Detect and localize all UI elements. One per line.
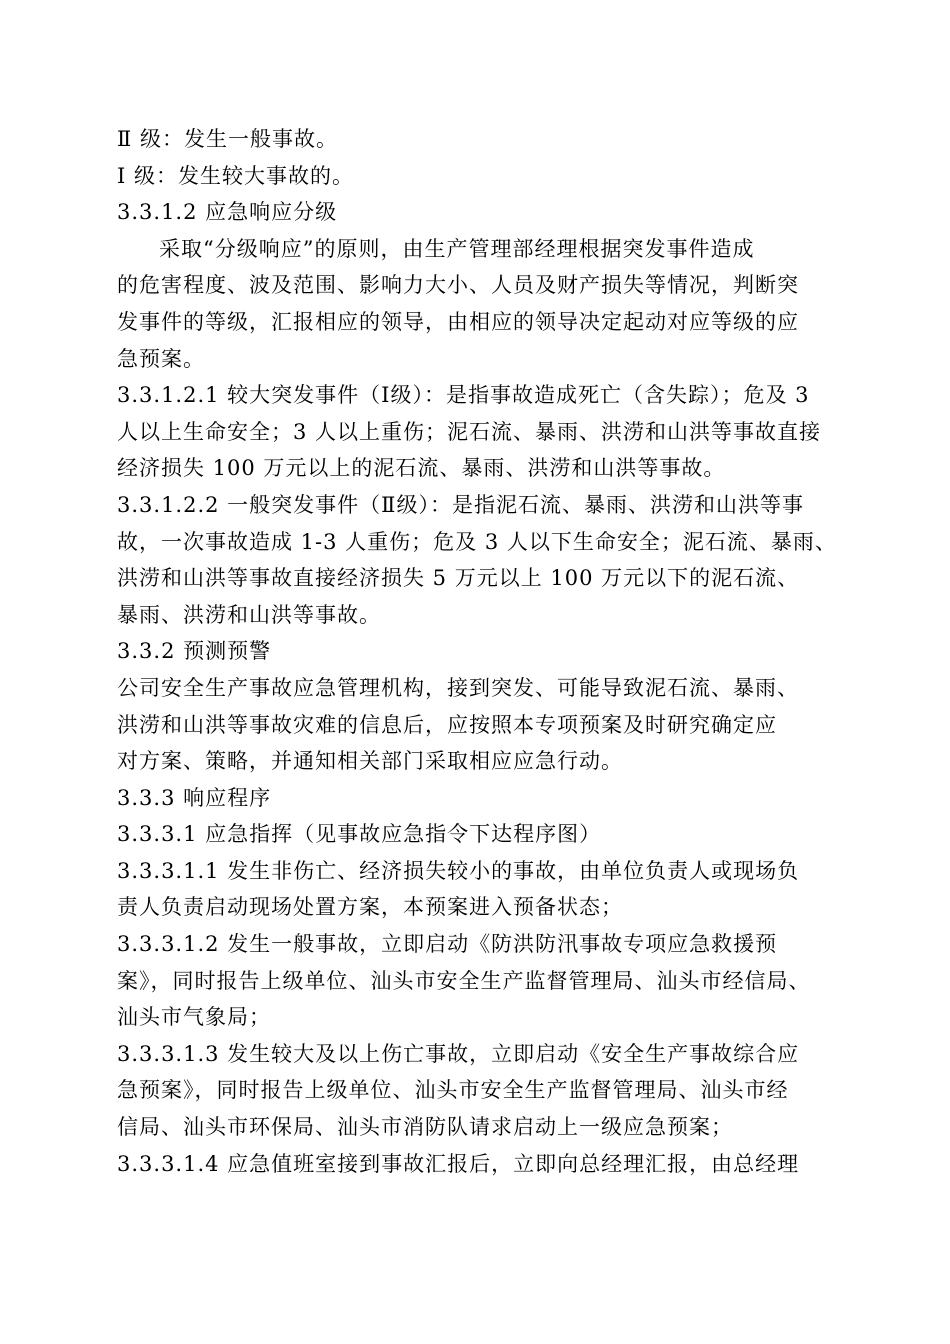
text-line: 3.3.3.1.2 发生一般事故，立即启动《防洪防汛事故专项应急救援预 [117,932,778,957]
text-line: 经济损失 100 万元以上的泥石流、暴雨、洪涝和山洪等事故。 [117,456,726,481]
text-line: 急预案》，同时报告上级单位、汕头市安全生产监督管理局、汕头市经 [117,1078,789,1103]
text-line: Ⅰ 级：发生较大事故的。 [117,163,354,188]
text-line: 急预案。 [117,346,205,371]
text-line: 3.3.3.1.3 发生较大及以上伤亡事故，立即启动《安全生产事故综合应 [117,1041,800,1066]
text-line: 3.3.3.1.1 发生非伤亡、经济损失较小的事故，由单位负责人或现场负 [117,858,800,883]
text-line: 故，一次事故造成 1-3 人重伤；危及 3 人以下生命安全；泥石流、暴雨、 [117,529,837,554]
text-line: 信局、汕头市环保局、汕头市消防队请求启动上一级应急预案； [117,1115,733,1140]
text-line: Ⅱ 级：发生一般事故。 [117,127,338,151]
text-line: 3.3.3.1 应急指挥（见事故应急指令下达程序图） [117,822,602,847]
text-line: 汕头市气象局； [117,1005,271,1030]
text-line: 洪涝和山洪等事故直接经济损失 5 万元以上 100 万元以下的泥石流、 [117,566,800,591]
document-body [117,121,839,1182]
text-line: 采取“分级响应”的原则，由生产管理部经理根据突发事件造成 [159,236,755,261]
text-line: 3.3.1.2.2 一般突发事件（Ⅱ级）：是指泥石流、暴雨、洪涝和山洪等事 [117,492,804,517]
text-line: 3.3.3.1.4 应急值班室接到事故汇报后，立即向总经理汇报，由总经理 [117,1151,800,1176]
text-line: 3.3.1.2.1 较大突发事件（Ⅰ级）：是指事故造成死亡（含失踪）；危及 3 [117,383,810,408]
text-line: 发事件的等级，汇报相应的领导，由相应的领导决定起动对应等级的应 [117,309,799,334]
text-line: 3.3.1.2 应急响应分级 [117,200,338,225]
text-line: 案》，同时报告上级单位、汕头市安全生产监督管理局、汕头市经信局、 [117,968,811,993]
text-line: 的危害程度、波及范围、影响力大小、人员及财产损失等情况，判断突 [117,273,799,298]
text-line: 责人负责启动现场处置方案，本预案进入预备状态； [117,895,623,920]
text-line: 暴雨、洪涝和山洪等事故。 [117,602,381,627]
text-line: 人以上生命安全；3 人以上重伤；泥石流、暴雨、洪涝和山洪等事故直接 [117,419,822,444]
text-line: 公司安全生产事故应急管理机构，接到突发、可能导致泥石流、暴雨、 [117,675,799,700]
text-line: 3.3.3 响应程序 [117,785,272,810]
text-line: 3.3.2 预测预警 [117,639,272,664]
text-line: 洪涝和山洪等事故灾难的信息后，应按照本专项预案及时研究确定应 [117,712,777,737]
text-line: 对方案、策略，并通知相关部门采取相应应急行动。 [117,749,623,774]
